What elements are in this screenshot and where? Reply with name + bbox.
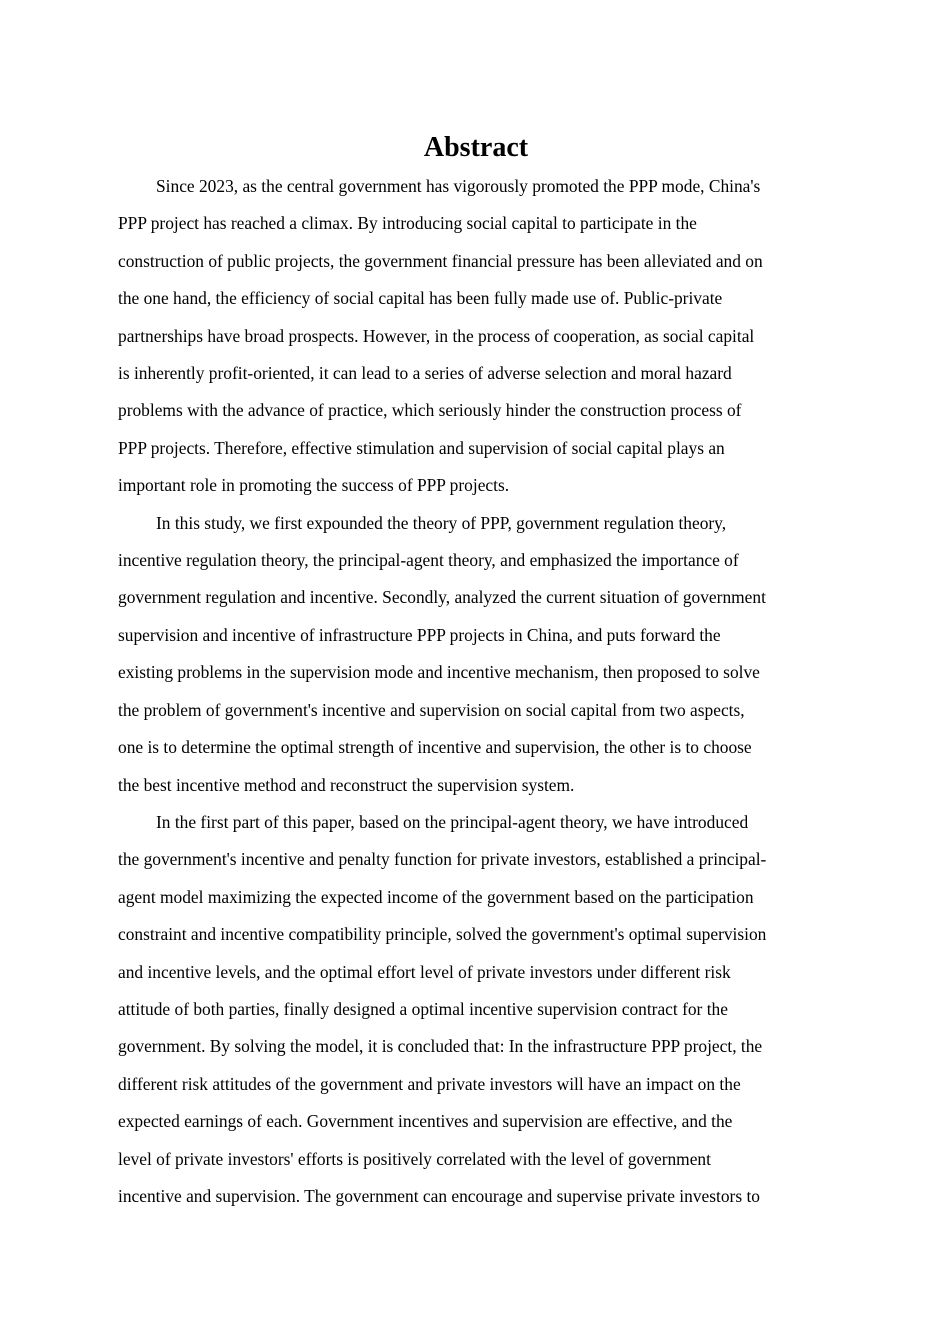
- paragraph-line: expected earnings of each. Government incentives and supervision are effective, and the: [118, 1111, 733, 1132]
- paragraph-line: the one hand, the efficiency of social capital has been fully made use of. Public-private: [118, 288, 723, 309]
- paragraph-line: agent model maximizing the expected income of the government based on the participation: [118, 886, 754, 907]
- paragraph-line: In the first part of this paper, based on the principal-agent theory, we have introduced: [156, 811, 749, 832]
- paragraph-line: the best incentive method and reconstruct the supervision system.: [118, 774, 575, 795]
- paragraph-line: level of private investors' efforts is positively correlated with the level of government: [118, 1148, 711, 1169]
- paragraph-line: the problem of government's incentive and supervision on social capital from two aspects,: [118, 699, 745, 720]
- paragraph-line: important role in promoting the success of PPP projects.: [118, 475, 510, 496]
- paragraph-line: attitude of both parties, finally designed a optimal incentive supervision contract for the: [118, 998, 728, 1019]
- paragraph-line: Since 2023, as the central government has vigorously promoted the PPP mode, China's: [156, 176, 761, 196]
- paragraph-line: partnerships have broad prospects. However, in the process of cooperation, as social capital: [118, 325, 755, 346]
- paragraph-line: supervision and incentive of infrastructure PPP projects in China, and puts forward the: [118, 624, 721, 645]
- abstract-paragraph-2: [118, 505, 834, 804]
- paragraph-line: different risk attitudes of the government and private investors will have an impact on the: [118, 1073, 741, 1094]
- abstract-paragraph-1: [118, 168, 834, 505]
- paragraph-line: is inherently profit-oriented, it can lead to a series of adverse selection and moral hazard: [118, 363, 732, 384]
- abstract-section: [118, 128, 834, 1215]
- abstract-paragraph-3: [118, 804, 834, 1215]
- paragraph-line: constraint and incentive compatibility principle, solved the government's optimal supervision: [118, 924, 767, 945]
- paragraph-line: one is to determine the optimal strength of incentive and supervision, the other is to choose: [118, 737, 752, 758]
- paragraph-line: incentive and supervision. The government can encourage and supervise private investors to: [118, 1185, 760, 1206]
- paragraph-line: and incentive levels, and the optimal effort level of private investors under different risk: [118, 961, 731, 982]
- paragraph-line: government. By solving the model, it is concluded that: In the infrastructure PPP project, the: [118, 1036, 763, 1057]
- paragraph-line: PPP projects. Therefore, effective stimulation and supervision of social capital plays an: [118, 437, 725, 458]
- paragraph-line: construction of public projects, the government financial pressure has been alleviated and on: [118, 250, 763, 271]
- abstract-title: Abstract: [423, 132, 529, 163]
- paragraph-line: existing problems in the supervision mode and incentive mechanism, then proposed to solve: [118, 662, 760, 683]
- paragraph-line: government regulation and incentive. Secondly, analyzed the current situation of government: [118, 587, 766, 608]
- paragraph-line: In this study, we first expounded the theory of PPP, government regulation theory,: [156, 512, 727, 533]
- paragraph-line: problems with the advance of practice, which seriously hinder the construction process of: [118, 400, 742, 421]
- paragraph-line: PPP project has reached a climax. By introducing social capital to participate in the: [118, 213, 697, 234]
- paragraph-line: the government's incentive and penalty function for private investors, established a principal-: [118, 849, 767, 870]
- paragraph-line: incentive regulation theory, the principal-agent theory, and emphasized the importance of: [118, 550, 739, 571]
